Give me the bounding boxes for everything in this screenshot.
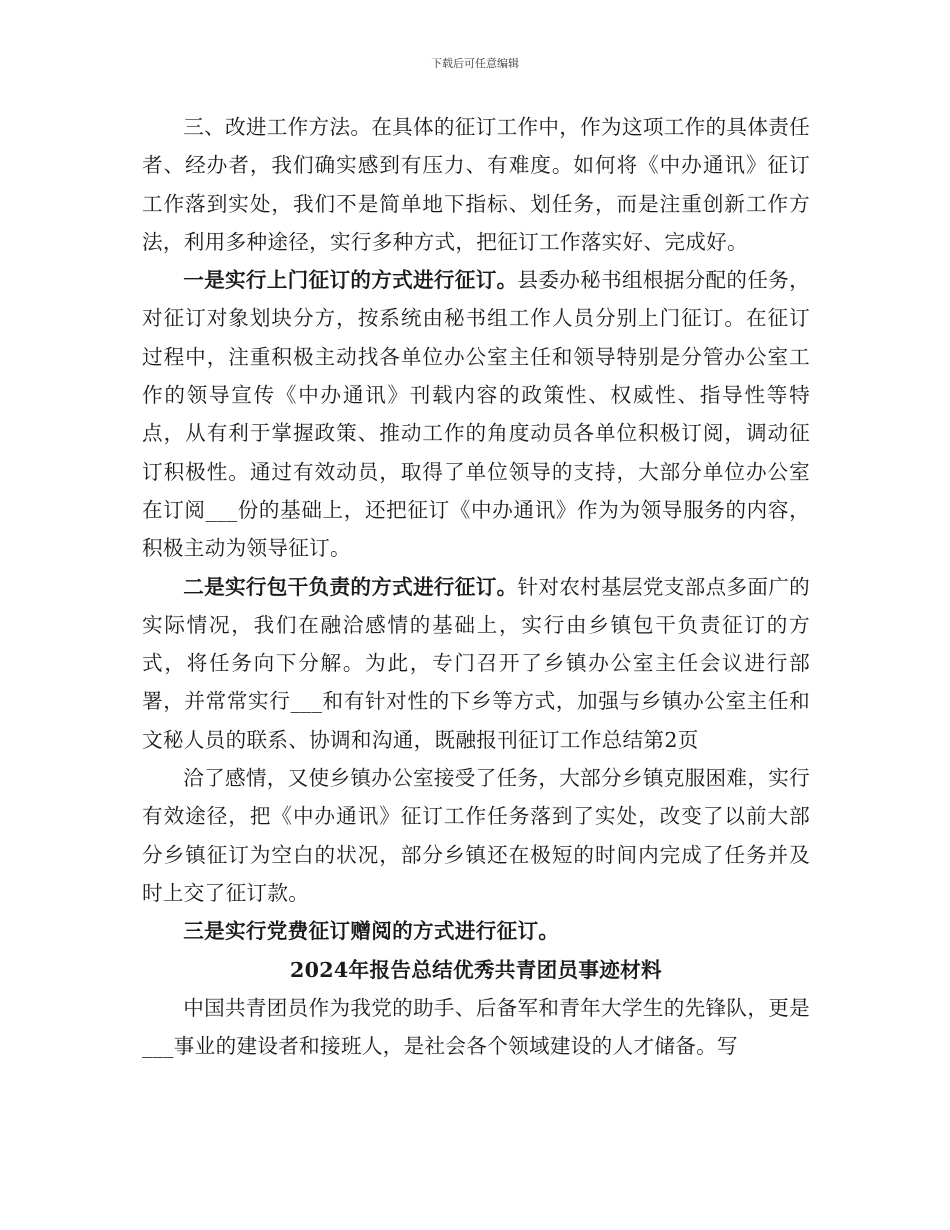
document-body <box>142 108 810 1065</box>
paragraph-improve-methods: 三、改进工作方法。在具体的征订工作中，作为这项工作的具体责任者、经办者，我们确实感到有压力、有难度。如何将《中办通讯》征订工作落到实处，我们不是简单地下指标、划任务，而是注重创新工作方法，利用多种途径，实行多种方式，把征订工作落实好、完成好。 <box>142 115 810 254</box>
section-title: 2024年报告总结优秀共青团员事迹材料 <box>290 957 662 982</box>
paragraph-league-member: 中国共青团员作为我党的助手、后备军和青年大学生的先锋队，更是___事业的建设者和接班人，是社会各个领域建设的人才储备。写 <box>142 995 810 1059</box>
paragraph-heading: 一是实行上门征订的方式进行征订。 <box>183 268 518 293</box>
paragraph-text: 县委办秘书组根据分配的任务，对征订对象划块分方，按系统由秘书组工作人员分别上门征订。在征订过程中，注重积极主动找各单位办公室主任和领导特别是分管办公室工作的领导宣传《中办通讯》刊载内容的政策性、权威性、指导性等特点，从有利于掌握政策、推动工作的角度动员各单位积极订阅，调动征订积极性。通过有效动员，取得了单位领导的支持，大部分单位办公室在订阅___份的基础上，还把征订《中办通讯》作为为领导服务的内容，积极主动为领导征订。 <box>142 268 811 561</box>
paragraph-continuation: 洽了感情，又使乡镇办公室接受了任务，大部分乡镇克服困难，实行有效途径，把《中办通讯》征订工作任务落到了实处，改变了以前大部分乡镇征订为空白的状况，部分乡镇还在极短的时间内完成了任务并及时上交了征订款。 <box>142 766 810 905</box>
header-note: 下载后可任意编辑 <box>431 57 519 70</box>
paragraph-contract-responsibility <box>142 568 810 759</box>
paragraph-heading: 二是实行包干负责的方式进行征订。 <box>183 574 518 599</box>
paragraph-text: 针对农村基层党支部点多面广的实际情况，我们在融洽感情的基础上，实行由乡镇包干负责征订的方式，将任务向下分解。为此，专门召开了乡镇办公室主任会议进行部署，并常常实行___和有针对性的下乡等方式，加强与乡镇办公室主任和文秘人员的联系、协调和沟通，既融报刊征订工作总结第2页 <box>142 574 811 752</box>
paragraph-heading: 三是实行党费征订赠阅的方式进行征订。 <box>183 919 560 944</box>
paragraph-party-fee <box>142 912 810 950</box>
paragraph-door-to-door <box>142 261 810 567</box>
